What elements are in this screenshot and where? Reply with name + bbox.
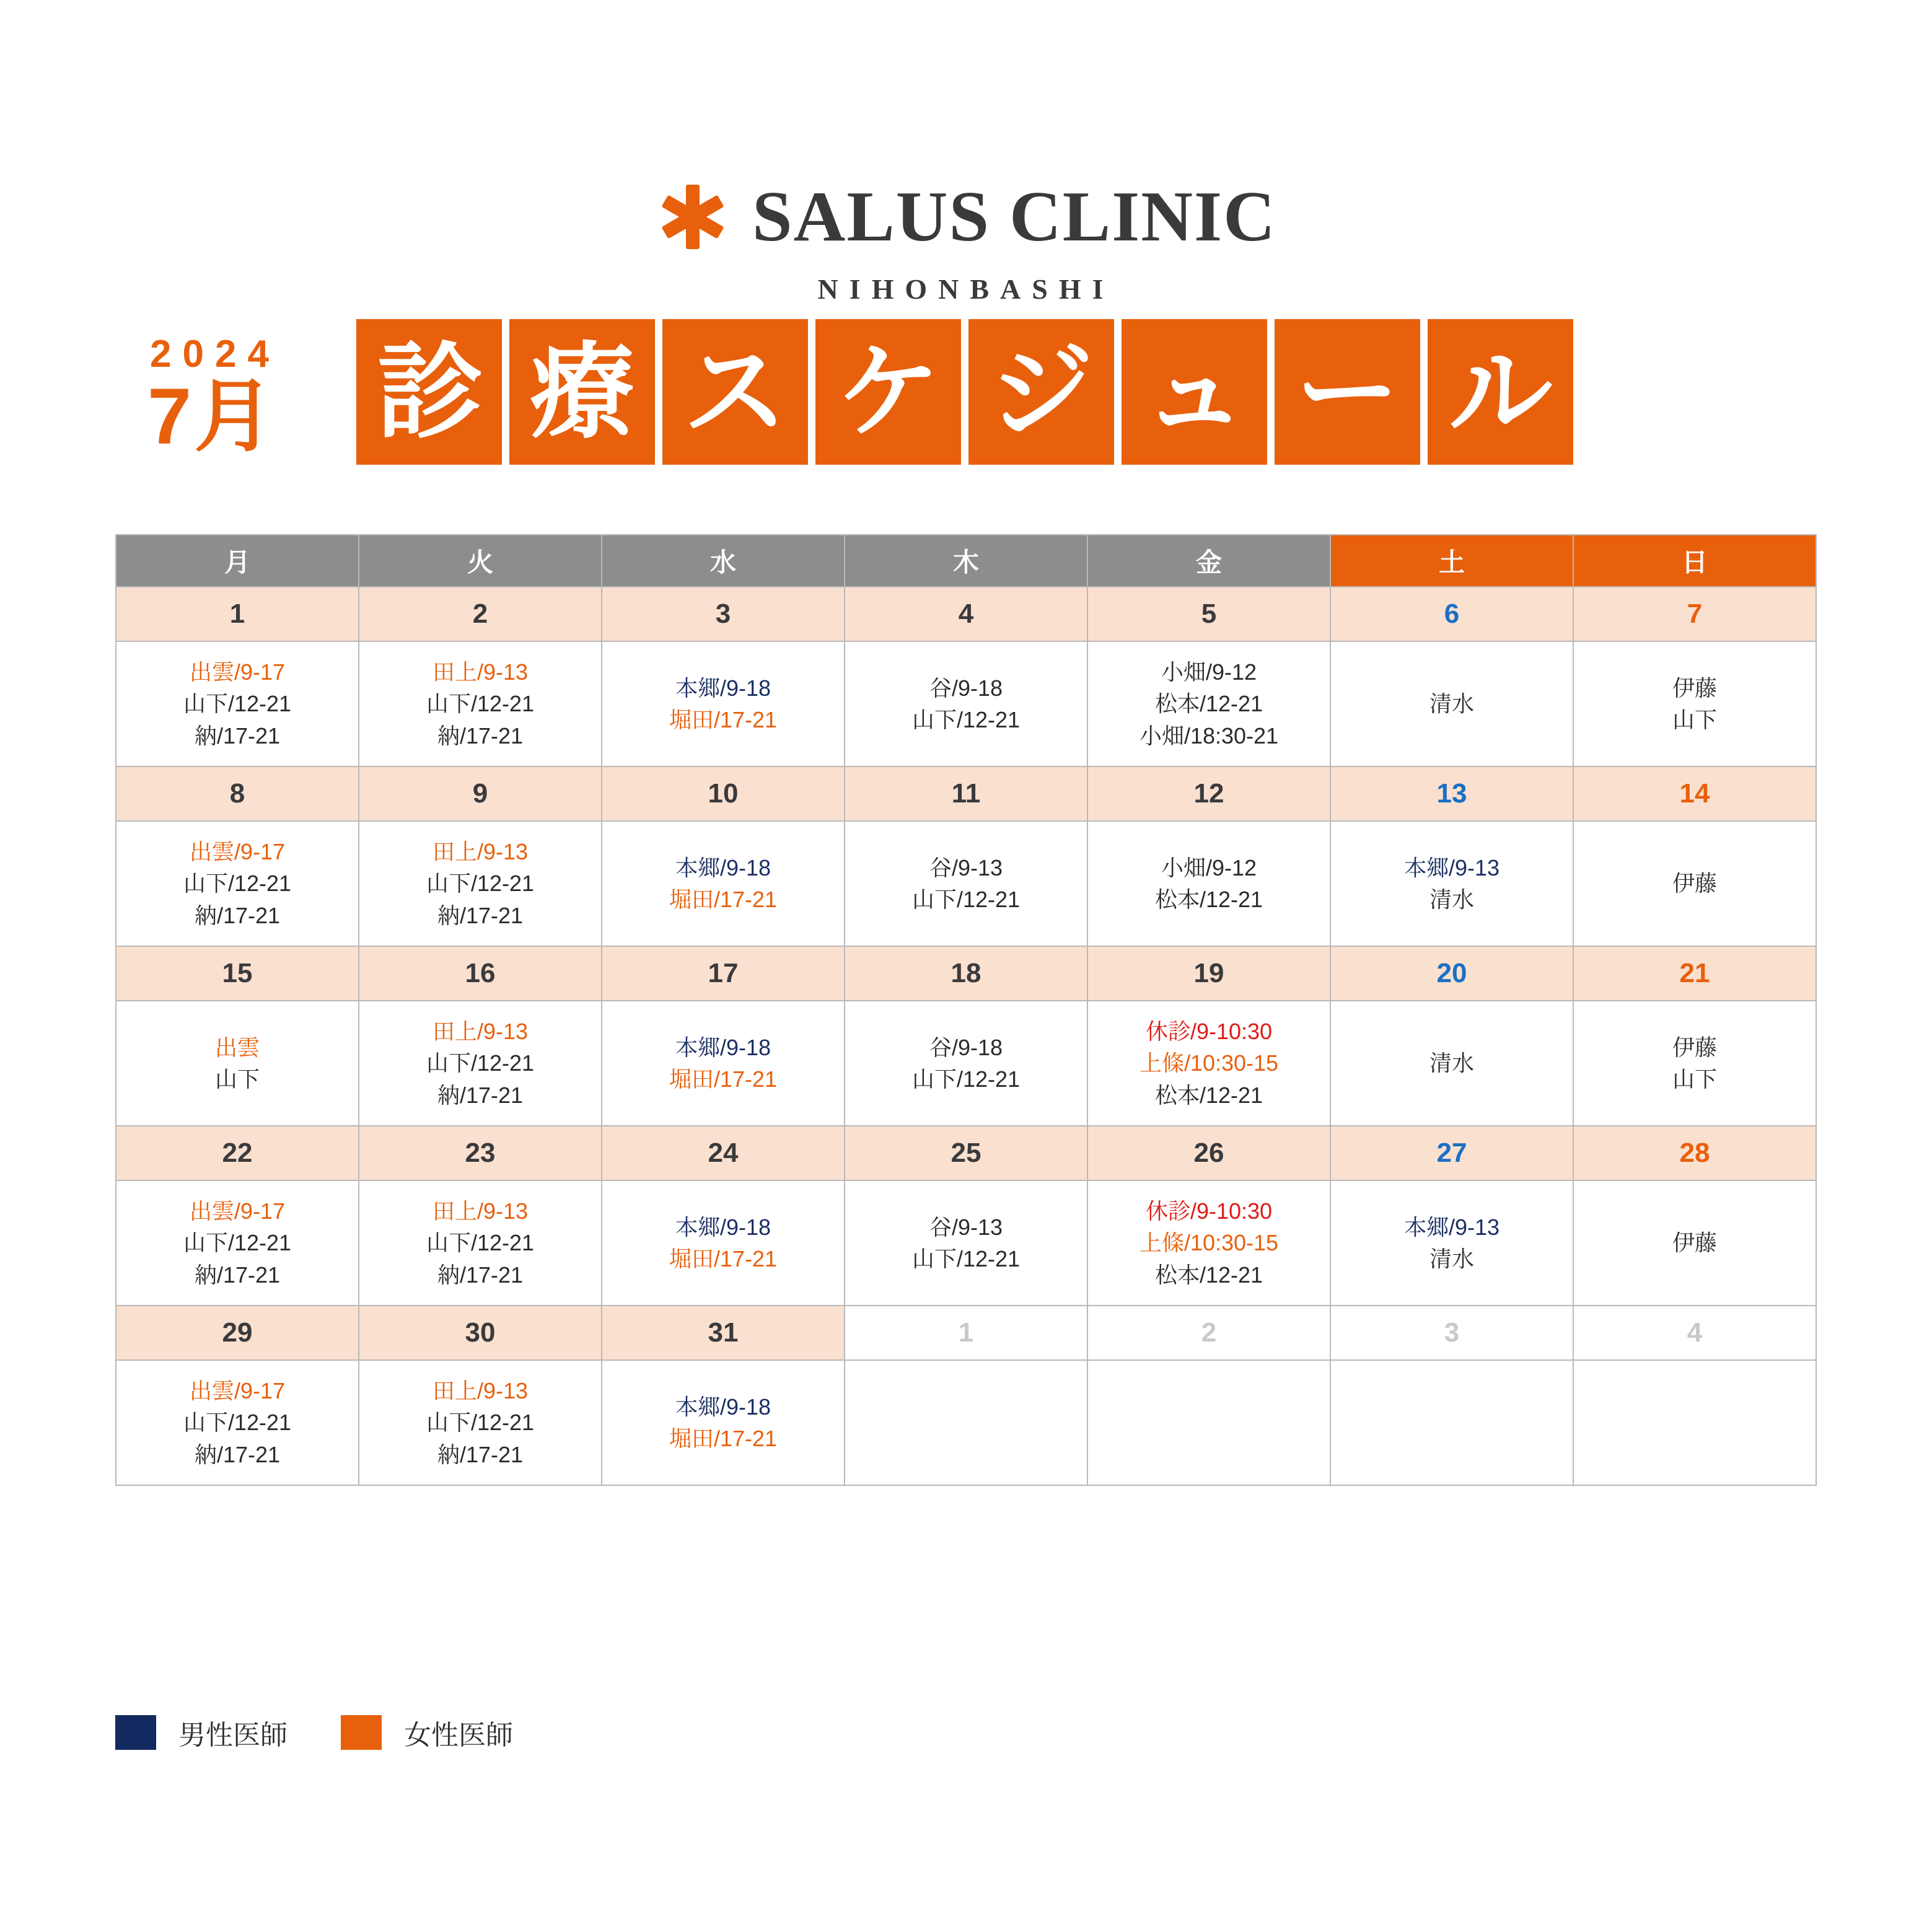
calendar-entry-row [116, 821, 1816, 946]
calendar-daynum: 6 [1330, 587, 1573, 641]
doctor-shift: 納/17-21 [437, 1082, 524, 1108]
calendar-cell [602, 641, 845, 766]
calendar-cell [116, 821, 359, 946]
calendar-cell [1330, 641, 1573, 766]
calendar-daynum-row [116, 766, 1816, 821]
calendar-cell [359, 641, 602, 766]
doctor-shift: 山下 [1672, 707, 1717, 732]
doctor-shift: 山下/12-21 [183, 1410, 292, 1436]
title-char: 療 [509, 319, 655, 465]
doctor-shift: 堀田/17-21 [669, 1066, 778, 1092]
calendar-cell [602, 1360, 845, 1485]
doctor-shift: 田上/9-13 [432, 659, 529, 685]
calendar-daynum: 17 [602, 946, 845, 1001]
calendar-daynum: 28 [1573, 1126, 1816, 1180]
dow-wed: 水 [602, 535, 845, 587]
doctor-shift: 伊藤 [1672, 675, 1717, 701]
calendar-daynum: 26 [1087, 1126, 1330, 1180]
title-char: ス [662, 319, 808, 465]
brand-name: SALUS CLINIC [752, 177, 1276, 257]
calendar-entry-row [116, 1360, 1816, 1485]
calendar-daynum: 8 [116, 766, 359, 821]
doctor-shift: 清水 [1429, 1246, 1474, 1271]
calendar-daynum: 15 [116, 946, 359, 1001]
doctor-shift: 小畑/9-12 [1161, 854, 1257, 880]
calendar-cell [845, 1360, 1087, 1485]
doctor-shift: 谷/9-13 [929, 1214, 1003, 1240]
doctor-shift: 上條/10:30-15 [1139, 1230, 1279, 1256]
calendar-daynum: 20 [1330, 946, 1573, 1001]
doctor-shift: 山下 [214, 1066, 260, 1092]
doctor-shift: 納/17-21 [437, 1262, 524, 1288]
calendar-cell [116, 1360, 359, 1485]
calendar-daynum-row [116, 587, 1816, 641]
legend-swatch-male-icon [115, 1715, 156, 1750]
title-char: ル [1428, 319, 1573, 465]
calendar-cell [1573, 1180, 1816, 1306]
legend-label-male: 男性医師 [178, 1720, 288, 1750]
dow-thu: 木 [845, 535, 1087, 587]
doctor-shift: 松本/12-21 [1154, 1082, 1263, 1108]
doctor-shift: 田上/9-13 [432, 1198, 529, 1224]
calendar-cell [1330, 1360, 1573, 1485]
doctor-shift: 出雲 [214, 1034, 260, 1060]
calendar-daynum: 10 [602, 766, 845, 821]
calendar-daynum: 29 [116, 1306, 359, 1360]
calendar-cell [359, 1360, 602, 1485]
calendar-daynum: 22 [116, 1126, 359, 1180]
doctor-shift: 本郷/9-18 [675, 1214, 771, 1240]
calendar-daynum: 11 [845, 766, 1087, 821]
calendar-cell [845, 821, 1087, 946]
doctor-shift: 松本/12-21 [1154, 887, 1263, 912]
doctor-shift: 田上/9-13 [432, 839, 529, 865]
doctor-shift: 山下/12-21 [911, 707, 1021, 732]
calendar-cell [116, 1001, 359, 1126]
doctor-shift: 納/17-21 [437, 722, 524, 749]
schedule-calendar [115, 534, 1817, 1486]
dow-fri: 金 [1087, 535, 1330, 587]
doctor-shift: 休診/9-10:30 [1145, 1019, 1273, 1045]
calendar-daynum: 24 [602, 1126, 845, 1180]
calendar-daynum: 2 [1087, 1306, 1330, 1360]
doctor-shift: 本郷/9-18 [675, 1394, 771, 1420]
doctor-shift: 谷/9-18 [929, 1034, 1003, 1060]
doctor-shift: 出雲/9-17 [189, 1198, 286, 1224]
title-char: ケ [815, 319, 961, 465]
dow-mon: 月 [116, 535, 359, 587]
calendar-entry-row [116, 641, 1816, 766]
title-band [143, 304, 1791, 465]
doctor-shift: 堀田/17-21 [669, 1246, 778, 1271]
legend-swatch-female-icon [341, 1715, 382, 1750]
calendar-cell [845, 1001, 1087, 1126]
calendar-cell [1087, 641, 1330, 766]
calendar-daynum: 3 [602, 587, 845, 641]
calendar-cell [1573, 1001, 1816, 1126]
doctor-shift: 田上/9-13 [432, 1378, 529, 1404]
dow-tue: 火 [359, 535, 602, 587]
calendar-cell [1573, 821, 1816, 946]
calendar-daynum: 23 [359, 1126, 602, 1180]
calendar-cell [1087, 1001, 1330, 1126]
title-char: ュ [1122, 319, 1267, 465]
brand-logo [0, 177, 1932, 305]
doctor-shift: 山下/12-21 [426, 1410, 535, 1436]
calendar-cell [116, 1180, 359, 1306]
asterisk-icon [656, 180, 730, 254]
calendar-cell [602, 1180, 845, 1306]
doctor-shift: 小畑/9-12 [1161, 659, 1257, 685]
calendar-daynum: 1 [845, 1306, 1087, 1360]
calendar-daynum-row [116, 1306, 1816, 1360]
doctor-shift: 山下/12-21 [911, 1066, 1021, 1092]
calendar-cell [602, 821, 845, 946]
doctor-shift: 山下/12-21 [426, 691, 535, 717]
doctor-shift: 山下/12-21 [426, 871, 535, 897]
year-month [143, 335, 356, 465]
calendar-daynum: 25 [845, 1126, 1087, 1180]
legend-item-female [341, 1713, 513, 1752]
calendar-daynum: 4 [1573, 1306, 1816, 1360]
title-char: ジ [968, 319, 1114, 465]
title-char: ー [1275, 319, 1420, 465]
doctor-shift: 伊藤 [1672, 1230, 1717, 1256]
doctor-shift: 山下/12-21 [183, 691, 292, 717]
calendar-daynum: 2 [359, 587, 602, 641]
doctor-shift: 山下/12-21 [911, 887, 1021, 912]
doctor-shift: 納/17-21 [194, 1262, 281, 1288]
legend-item-male [115, 1713, 288, 1752]
doctor-shift: 休診/9-10:30 [1145, 1198, 1273, 1224]
calendar-daynum: 18 [845, 946, 1087, 1001]
doctor-shift: 本郷/9-13 [1403, 854, 1500, 880]
title-char: 診 [356, 319, 502, 465]
doctor-shift: 松本/12-21 [1154, 1262, 1263, 1288]
brand-sub: NIHONBASHI [817, 273, 1115, 305]
calendar-daynum-row [116, 1126, 1816, 1180]
calendar-daynum: 21 [1573, 946, 1816, 1001]
month-label: 7月 [147, 372, 276, 462]
doctor-shift: 田上/9-13 [432, 1019, 529, 1045]
calendar-header-row [116, 535, 1816, 587]
doctor-shift: 山下/12-21 [183, 871, 292, 897]
doctor-shift: 伊藤 [1672, 871, 1717, 897]
calendar-daynum: 4 [845, 587, 1087, 641]
doctor-shift: 堀田/17-21 [669, 887, 778, 912]
doctor-shift: 本郷/9-18 [675, 1034, 771, 1060]
doctor-shift: 本郷/9-18 [675, 675, 771, 701]
calendar-cell [1087, 1360, 1330, 1485]
doctor-shift: 清水 [1429, 1050, 1474, 1076]
doctor-shift: 谷/9-13 [929, 854, 1003, 880]
calendar-daynum: 16 [359, 946, 602, 1001]
calendar-daynum: 3 [1330, 1306, 1573, 1360]
calendar-cell [845, 641, 1087, 766]
doctor-shift: 谷/9-18 [929, 675, 1003, 701]
legend [115, 1713, 566, 1752]
calendar-cell [1087, 821, 1330, 946]
calendar-cell [1330, 1001, 1573, 1126]
doctor-shift: 上條/10:30-15 [1139, 1050, 1279, 1076]
doctor-shift: 山下/12-21 [911, 1246, 1021, 1271]
calendar-cell [845, 1180, 1087, 1306]
calendar-cell [1573, 1360, 1816, 1485]
doctor-shift: 山下 [1672, 1066, 1717, 1092]
calendar-cell [1330, 821, 1573, 946]
doctor-shift: 納/17-21 [194, 902, 281, 928]
doctor-shift: 清水 [1429, 887, 1474, 912]
doctor-shift: 納/17-21 [437, 1441, 524, 1467]
calendar-cell [359, 1180, 602, 1306]
doctor-shift: 納/17-21 [194, 1441, 281, 1467]
doctor-shift: 出雲/9-17 [189, 839, 286, 865]
doctor-shift: 出雲/9-17 [189, 659, 286, 685]
calendar-entry-row [116, 1180, 1816, 1306]
calendar-daynum: 12 [1087, 766, 1330, 821]
calendar-cell [1330, 1180, 1573, 1306]
doctor-shift: 小畑/18:30-21 [1139, 722, 1279, 749]
doctor-shift: 堀田/17-21 [669, 707, 778, 732]
dow-sun: 日 [1573, 535, 1816, 587]
legend-label-female: 女性医師 [404, 1720, 513, 1750]
dow-sat: 土 [1330, 535, 1573, 587]
calendar-daynum: 19 [1087, 946, 1330, 1001]
calendar-daynum-row [116, 946, 1816, 1001]
year-label: 2024 [150, 333, 280, 376]
calendar-daynum: 30 [359, 1306, 602, 1360]
doctor-shift: 山下/12-21 [426, 1050, 535, 1076]
calendar-daynum: 7 [1573, 587, 1816, 641]
calendar-daynum: 9 [359, 766, 602, 821]
calendar-cell [1573, 641, 1816, 766]
title-chars [356, 319, 1573, 465]
doctor-shift: 清水 [1429, 691, 1474, 717]
calendar-cell [602, 1001, 845, 1126]
calendar-daynum: 27 [1330, 1126, 1573, 1180]
logo-row [656, 177, 1276, 257]
doctor-shift: 堀田/17-21 [669, 1426, 778, 1451]
doctor-shift: 出雲/9-17 [189, 1378, 286, 1404]
doctor-shift: 本郷/9-13 [1403, 1214, 1500, 1240]
calendar-daynum: 31 [602, 1306, 845, 1360]
doctor-shift: 山下/12-21 [426, 1230, 535, 1256]
calendar-entry-row [116, 1001, 1816, 1126]
doctor-shift: 伊藤 [1672, 1034, 1717, 1060]
doctor-shift: 松本/12-21 [1154, 691, 1263, 717]
calendar-cell [1087, 1180, 1330, 1306]
calendar-daynum: 13 [1330, 766, 1573, 821]
doctor-shift: 本郷/9-18 [675, 854, 771, 880]
doctor-shift: 納/17-21 [437, 902, 524, 928]
calendar-daynum: 1 [116, 587, 359, 641]
calendar-daynum: 5 [1087, 587, 1330, 641]
calendar-cell [116, 641, 359, 766]
calendar-cell [359, 1001, 602, 1126]
doctor-shift: 山下/12-21 [183, 1230, 292, 1256]
calendar-daynum: 14 [1573, 766, 1816, 821]
calendar-cell [359, 821, 602, 946]
doctor-shift: 納/17-21 [194, 722, 281, 749]
